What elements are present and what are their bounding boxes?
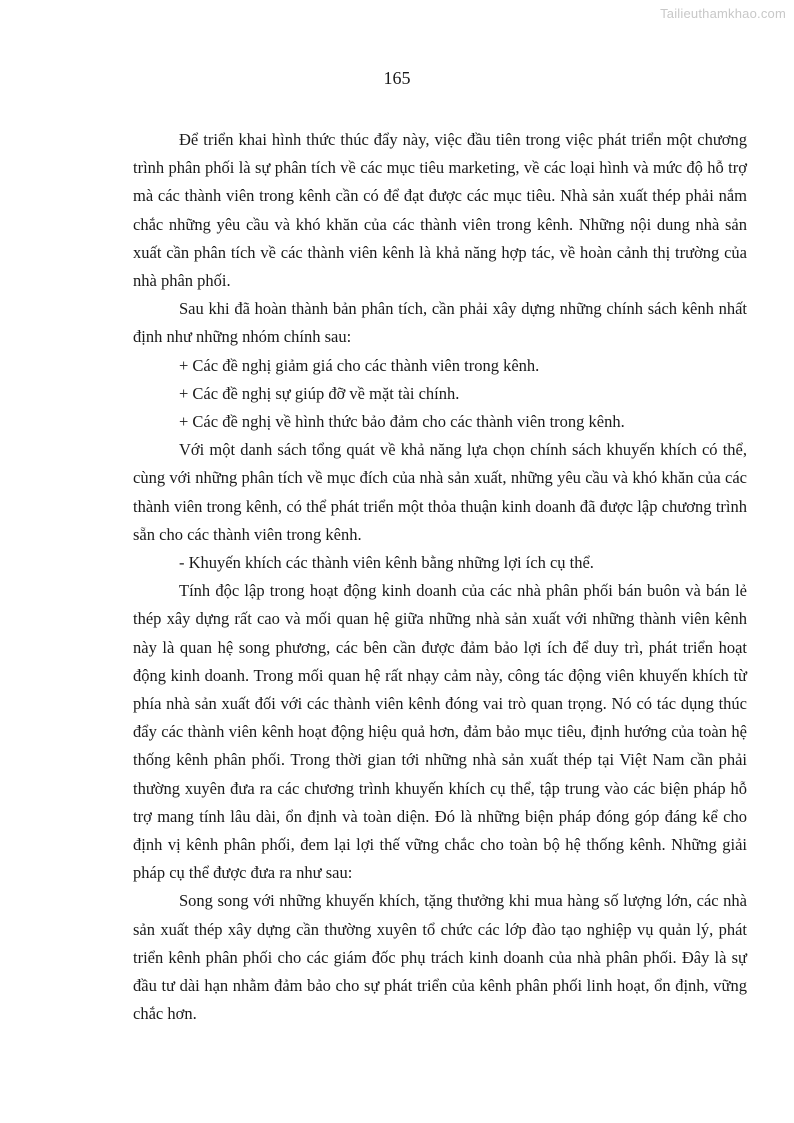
paragraph: Với một danh sách tổng quát về khả năng lựa chọn chính sách khuyến khích có thể, cùng với những phân tích về mục đích của nhà sản xuất, những yêu cầu và khó khăn của các thành viên trong kênh, có thể phát triển một thỏa thuận kinh doanh đã được lập chương trình sẵn cho các thành viên trong kênh. <box>133 440 747 544</box>
section-heading: - Khuyến khích các thành viên kênh bằng những lợi ích cụ thể. <box>179 553 594 573</box>
paragraph: Song song với những khuyến khích, tặng thưởng khi mua hàng số lượng lớn, các nhà sản xuất thép xây dựng cần thường xuyên tổ chức các lớp đào tạo nghiệp vụ quản lý, phát triển kênh phân phối cho các giám đốc phụ trách kinh doanh của nhà phân phối. Đây là sự đầu tư dài hạn nhằm đảm bảo cho sự phát triển của kênh phân phối linh hoạt, ổn định, vững chắc hơn. <box>133 891 747 1024</box>
page-number: 165 <box>383 68 411 88</box>
body-text <box>133 126 747 1029</box>
list-item: + Các đề nghị về hình thức bảo đảm cho các thành viên trong kênh. <box>179 412 625 432</box>
watermark-text: Tailieuthamkhao.com <box>660 6 786 21</box>
paragraph: Để triển khai hình thức thúc đẩy này, việc đầu tiên trong việc phát triển một chương trình phân phối là sự phân tích về các mục tiêu marketing, về các loại hình và mức độ hỗ trợ mà các thành viên trong kênh cần có để đạt được các mục tiêu. Nhà sản xuất thép phải nắm chắc những yêu cầu và khó khăn của các thành viên trong kênh. Những nội dung nhà sản xuất cần phân tích về các thành viên kênh là khả năng hợp tác, về hoàn cảnh thị trường của nhà phân phối. <box>133 130 747 291</box>
paragraph: Sau khi đã hoàn thành bản phân tích, cần phải xây dựng những chính sách kênh nhất định như những nhóm chính sau: <box>133 299 747 347</box>
list-item: + Các đề nghị sự giúp đỡ về mặt tài chính. <box>179 383 460 403</box>
list-item: + Các đề nghị giảm giá cho các thành viên trong kênh. <box>179 355 540 375</box>
paragraph: Tính độc lập trong hoạt động kinh doanh của các nhà phân phối bán buôn và bán lẻ thép xây dựng rất cao và mối quan hệ giữa những nhà sản xuất với những thành viên kênh này là quan hệ song phương, các bên cần được đảm bảo lợi ích để duy trì, phát triển hoạt động kinh doanh. Trong mối quan hệ rất nhạy cảm này, công tác động viên khuyến khích từ phía nhà sản xuất đối với các thành viên kênh đóng vai trò quan trọng. Nó có tác dụng thúc đẩy các thành viên kênh hoạt động hiệu quả hơn, đảm bảo mục tiêu, định hướng của toàn hệ thống kênh phân phối. Trong thời gian tới những nhà sản xuất thép tại Việt Nam cần phải thường xuyên đưa ra các chương trình khuyến khích cụ thể, tập trung vào các biện pháp hỗ trợ mang tính lâu dài, ổn định và toàn diện. Đó là những biện pháp đóng góp đáng kể cho định vị kênh phân phối, đem lại lợi thế vững chắc cho toàn bộ hệ thống kênh. Những giải pháp cụ thể được đưa ra như sau: <box>133 581 747 883</box>
